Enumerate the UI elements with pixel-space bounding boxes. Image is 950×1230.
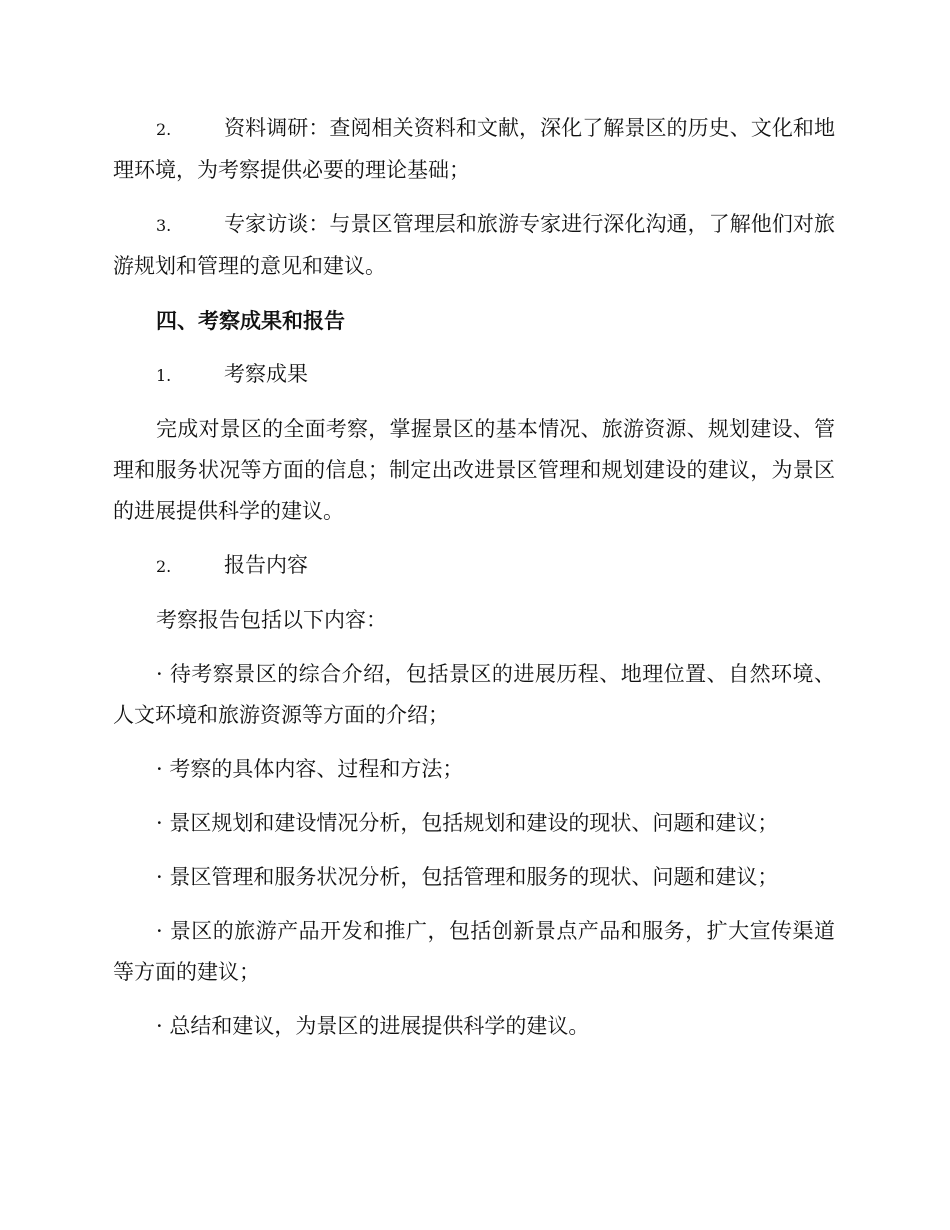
- paragraph-number: 1.: [156, 366, 172, 385]
- paragraph-number: 3.: [156, 216, 172, 235]
- numbered-paragraph: [113, 354, 835, 396]
- bullet-paragraph: · 总结和建议，为景区的进展提供科学的建议。: [156, 1014, 590, 1038]
- bullet-paragraph: · 待考察景区的综合介绍，包括景区的进展历程、地理位置、自然环境、人文环境和旅游资源等方面的介绍；: [113, 662, 835, 727]
- bullet-paragraph: · 景区的旅游产品开发和推广，包括创新景点产品和服务，扩大宣传渠道等方面的建议；: [113, 919, 835, 984]
- paragraph-text: 资料调研：查阅相关资料和文献，深化了解景区的历史、文化和地理环境，为考察提供必要的理论基础；: [113, 116, 835, 182]
- body-paragraph: 考察报告包括以下内容：: [156, 608, 387, 632]
- numbered-paragraph: [113, 204, 835, 287]
- bullet-paragraph: · 考察的具体内容、过程和方法；: [156, 757, 464, 781]
- paragraph-number: 2.: [156, 557, 172, 576]
- bullet-paragraph: · 景区管理和服务状况分析，包括管理和服务的现状、问题和建议；: [156, 865, 779, 889]
- numbered-paragraph: [113, 108, 835, 191]
- numbered-paragraph: [113, 545, 835, 587]
- paragraph-text: 考察成果: [224, 362, 308, 386]
- body-paragraph: 完成对景区的全面考察，掌握景区的基本情况、旅游资源、规划建设、管理和服务状况等方面的信息；制定出改进景区管理和规划建设的建议，为景区的进展提供科学的建议。: [113, 417, 835, 523]
- section-heading: 四、考察成果和报告: [156, 308, 345, 333]
- paragraph-text: 专家访谈：与景区管理层和旅游专家进行深化沟通，了解他们对旅游规划和管理的意见和建议。: [113, 212, 835, 278]
- document-body: [113, 108, 835, 1060]
- paragraph-text: 报告内容: [224, 553, 308, 577]
- bullet-paragraph: · 景区规划和建设情况分析，包括规划和建设的现状、问题和建议；: [156, 811, 779, 835]
- paragraph-number: 2.: [156, 120, 172, 139]
